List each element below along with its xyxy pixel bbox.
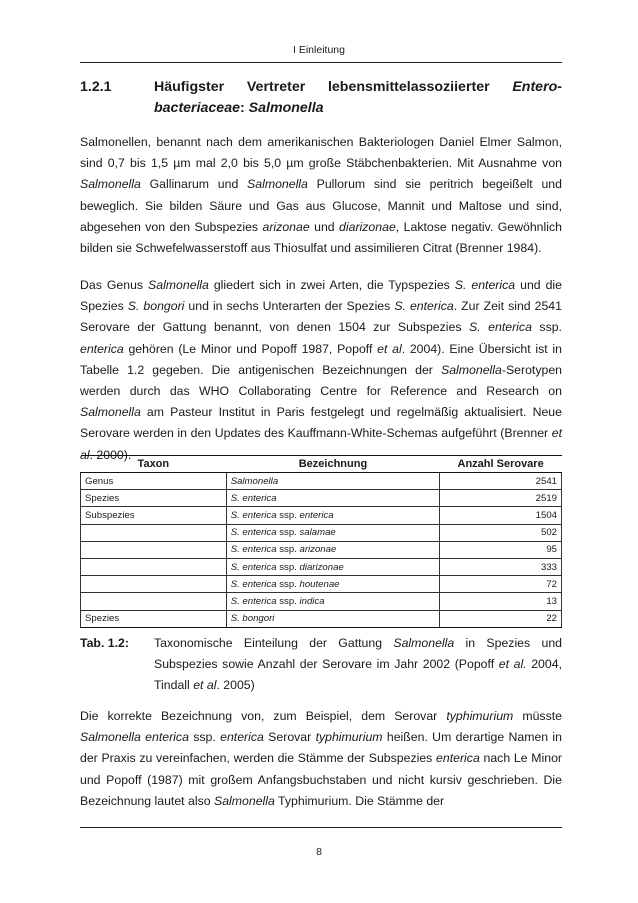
taxon-cell — [81, 558, 227, 575]
paragraph-nomenclature: Die korrekte Bezeichnung von, zum Beispiel, dem Serovar typhimurium müsste Salmonella enterica ssp. enterica Serovar typhimurium heißen. Um derartige Namen in der Praxis zu vereinfachen, werden die Stämme der Subspezies enterica nach Le Minor und Popoff (1987) mit großem Anfangsbuchstaben und nicht kursiv geschrieben. Die Bezeichnung lautet also Salmonella Typhimurium. Die Stämme der — [80, 709, 563, 808]
name-cell: S. enterica ssp. diarizonae — [226, 558, 440, 575]
count-cell: 13 — [440, 593, 562, 610]
taxon-cell — [81, 541, 227, 558]
taxon-cell: Spezies — [81, 610, 227, 627]
taxon-cell — [81, 524, 227, 541]
taxon-cell: Spezies — [81, 490, 227, 507]
count-cell: 2541 — [440, 473, 562, 490]
table-row — [81, 524, 562, 541]
paragraph-salmonella-description: Salmonellen, benannt nach dem amerikanischen Bakteriologen Daniel Elmer Salmon, sind 0,7 bis 1,5 µm mal 2,0 bis 5,0 µm große Stäbchenbakterien. Mit Ausnahme von Salmonella Gallinarum und Salmonella Pullorum sind sie peritrich begeißelt und beweglich. Sie bilden Säure und Gas aus Glucose, Mannit und Maltose und sind, abgesehen von den Subspezies arizonae und diarizonae, Laktose negativ. Gewöhnlich bilden sie Schwefelwasserstoff aus Thiosulfat und assimilieren Citrat (Brenner 1984). — [80, 135, 562, 256]
table-row — [81, 558, 562, 575]
name-cell: S. enterica ssp. salamae — [226, 524, 440, 541]
count-cell: 72 — [440, 576, 562, 593]
table-row — [81, 593, 562, 610]
name-cell: S. enterica ssp. arizonae — [226, 541, 440, 558]
footer-rule — [80, 827, 562, 828]
section-title-line1: Häufigster Vertreter lebensmittelassoziierter Entero- — [154, 79, 562, 95]
taxon-cell — [81, 576, 227, 593]
column-header-bezeichnung: Bezeichnung — [226, 456, 440, 473]
table-row — [81, 473, 562, 490]
table-row — [81, 507, 562, 524]
column-header-taxon: Taxon — [81, 456, 227, 473]
table-caption-text: Taxonomische Einteilung der Gattung Salmonella in Spezies und Subspezies sowie Anzahl der Serovare im Jahr 2002 (Popoff et al. 2004, Tindall et al. 2005) — [154, 636, 562, 693]
name-cell: Salmonella — [226, 473, 440, 490]
section-title-line2: bacteriaceae: Salmonella — [154, 100, 324, 116]
name-cell: S. enterica ssp. houtenae — [226, 576, 440, 593]
header-rule — [80, 62, 562, 63]
table-header-row — [81, 456, 562, 473]
page-number: 8 — [316, 846, 322, 858]
count-cell: 502 — [440, 524, 562, 541]
count-cell: 22 — [440, 610, 562, 627]
count-cell: 1504 — [440, 507, 562, 524]
table-row — [81, 541, 562, 558]
taxon-cell — [81, 593, 227, 610]
taxonomy-table — [80, 455, 562, 628]
name-cell: S. enterica — [226, 490, 440, 507]
section-number: 1.2.1 — [80, 79, 112, 95]
count-cell: 333 — [440, 558, 562, 575]
column-header-anzahl-serovare: Anzahl Serovare — [440, 456, 562, 473]
table-row — [81, 576, 562, 593]
name-cell: S. enterica ssp. indica — [226, 593, 440, 610]
name-cell: S. enterica ssp. enterica — [226, 507, 440, 524]
paragraph-genus-classification: Das Genus Salmonella gliedert sich in zwei Arten, die Typspezies S. enterica und die Spezies S. bongori und in sechs Unterarten der Spezies S. enterica. Zur Zeit sind 2541 Serovare der Gattung benannt, von denen 1504 zur Subspezies S. enterica ssp. enterica gehören (Le Minor und Popoff 1987, Popoff et al. 2004). Eine Übersicht ist in Tabelle 1.2 gegeben. Die antigenischen Bezeichnungen der Salmonella-Serotypen werden durch das WHO Collaborating Centre for Reference and Research on Salmonella am Pasteur Institut in Paris festgelegt und regelmäßig aktualisiert. Neue Serovare werden in den Updates des Kauffmann-White-Schemas aufgeführt (Brenner et al. 2000). — [80, 278, 562, 462]
running-header: I Einleitung — [293, 44, 345, 56]
count-cell: 2519 — [440, 490, 562, 507]
table-row — [81, 610, 562, 627]
name-cell: S. bongori — [226, 610, 440, 627]
count-cell: 95 — [440, 541, 562, 558]
taxon-cell: Subspezies — [81, 507, 227, 524]
taxon-cell: Genus — [81, 473, 227, 490]
table-caption-label: Tab. 1.2: — [80, 636, 129, 650]
table-row — [81, 490, 562, 507]
